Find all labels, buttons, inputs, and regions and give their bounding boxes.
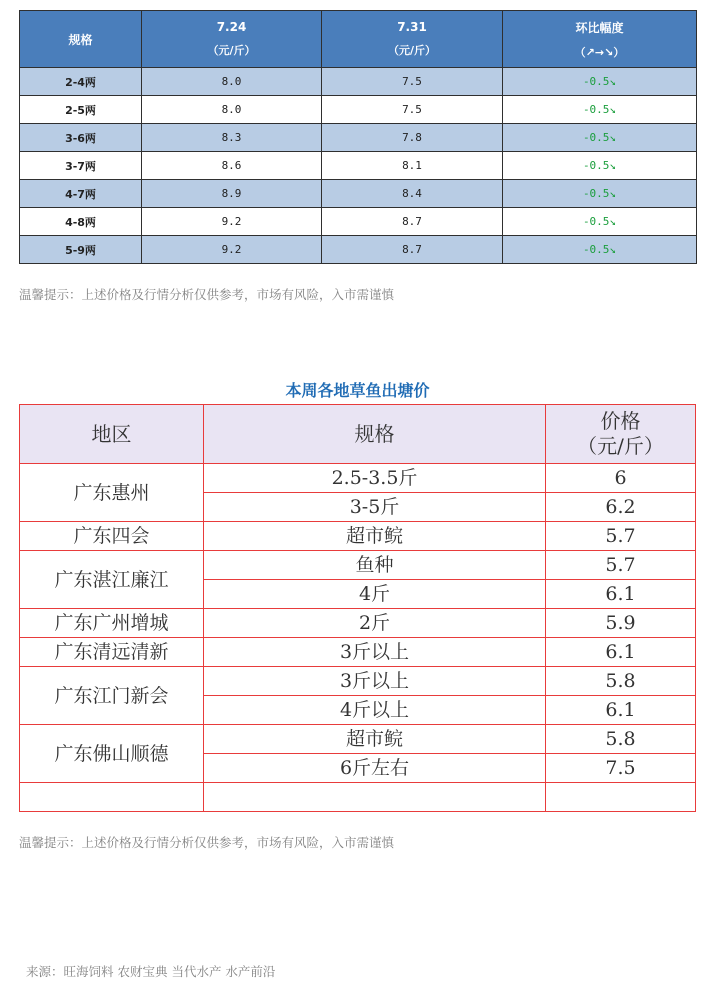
- spec-cell: 5-9两: [20, 236, 142, 264]
- price-cell: 8.7: [322, 208, 503, 236]
- table-row: [20, 638, 696, 667]
- price-cell: 8.0: [142, 68, 322, 96]
- price-cell: 9.2: [142, 208, 322, 236]
- price-cell: 7.5: [322, 68, 503, 96]
- price-cell: 5.8: [546, 667, 696, 696]
- region-price-table: [19, 404, 696, 812]
- price-cell: 8.1: [322, 152, 503, 180]
- table-row: [20, 96, 697, 124]
- header-date2: 7.31 （元/斤）: [322, 11, 503, 68]
- spec-cell: 2斤: [204, 609, 546, 638]
- region-cell: 广东佛山顺德: [20, 725, 204, 783]
- table-row: [20, 180, 697, 208]
- spec-cell: 4斤: [204, 580, 546, 609]
- table-header-row: [20, 405, 696, 464]
- change-cell: -0.5↘: [503, 68, 697, 96]
- table-row: [20, 609, 696, 638]
- spec-cell: 4斤以上: [204, 696, 546, 725]
- price-cell: 8.6: [142, 152, 322, 180]
- region-cell: 广东惠州: [20, 464, 204, 522]
- price-cell: 9.2: [142, 236, 322, 264]
- change-cell: -0.5↘: [503, 124, 697, 152]
- price-table-weekly: [19, 10, 697, 264]
- price-cell: 6: [546, 464, 696, 493]
- change-cell: -0.5↘: [503, 236, 697, 264]
- header-date1: 7.24 （元/斤）: [142, 11, 322, 68]
- table-row: [20, 208, 697, 236]
- spec-cell: 2.5-3.5斤: [204, 464, 546, 493]
- price-cell: 7.5: [322, 96, 503, 124]
- table-row: [20, 522, 696, 551]
- empty-cell: [20, 783, 204, 812]
- price-cell: 8.3: [142, 124, 322, 152]
- spec-cell: 2-4两: [20, 68, 142, 96]
- spec-cell: 3斤以上: [204, 638, 546, 667]
- empty-cell: [546, 783, 696, 812]
- table-title: 本周各地草鱼出塘价: [285, 381, 430, 400]
- region-cell: 广东湛江廉江: [20, 551, 204, 609]
- table-row: [20, 551, 696, 580]
- region-cell: 广东广州增城: [20, 609, 204, 638]
- spec-cell: 鱼种: [204, 551, 546, 580]
- table-row: [20, 236, 697, 264]
- change-cell: -0.5↘: [503, 208, 697, 236]
- header-change: 环比幅度 （↗→↘）: [503, 11, 697, 68]
- change-cell: -0.5↘: [503, 180, 697, 208]
- header-spec: 规格: [204, 405, 546, 464]
- spec-cell: 4-8两: [20, 208, 142, 236]
- spec-cell: 3斤以上: [204, 667, 546, 696]
- price-cell: 8.7: [322, 236, 503, 264]
- price-cell: 6.1: [546, 696, 696, 725]
- change-cell: -0.5↘: [503, 152, 697, 180]
- empty-row: [20, 783, 696, 812]
- change-cell: -0.5↘: [503, 96, 697, 124]
- spec-cell: 3-5斤: [204, 493, 546, 522]
- price-cell: 5.9: [546, 609, 696, 638]
- spec-cell: 2-5两: [20, 96, 142, 124]
- price-cell: 7.8: [322, 124, 503, 152]
- header-spec: 规格: [20, 11, 142, 68]
- table-row: [20, 68, 697, 96]
- price-cell: 6.1: [546, 580, 696, 609]
- price-cell: 5.7: [546, 522, 696, 551]
- region-cell: 广东江门新会: [20, 667, 204, 725]
- price-cell: 5.8: [546, 725, 696, 754]
- spec-cell: 6斤左右: [204, 754, 546, 783]
- price-cell: 6.2: [546, 493, 696, 522]
- empty-cell: [204, 783, 546, 812]
- table-row: [20, 152, 697, 180]
- header-region: 地区: [20, 405, 204, 464]
- price-cell: 8.0: [142, 96, 322, 124]
- header-price: 价格 （元/斤）: [546, 405, 696, 464]
- price-cell: 8.4: [322, 180, 503, 208]
- spec-cell: 超市鲩: [204, 522, 546, 551]
- region-cell: 广东四会: [20, 522, 204, 551]
- table-row: [20, 667, 696, 696]
- price-cell: 5.7: [546, 551, 696, 580]
- spec-cell: 4-7两: [20, 180, 142, 208]
- disclaimer-note: 温馨提示：上述价格及行情分析仅供参考，市场有风险，入市需谨慎: [19, 835, 395, 850]
- price-cell: 8.9: [142, 180, 322, 208]
- price-cell: 6.1: [546, 638, 696, 667]
- table-row: [20, 124, 697, 152]
- spec-cell: 3-6两: [20, 124, 142, 152]
- spec-cell: 3-7两: [20, 152, 142, 180]
- table-header-row: [20, 11, 697, 68]
- price-cell: 7.5: [546, 754, 696, 783]
- disclaimer-note: 温馨提示：上述价格及行情分析仅供参考，市场有风险，入市需谨慎: [19, 287, 395, 302]
- table-row: [20, 464, 696, 493]
- source-credit: 来源：旺海饲料 农财宝典 当代水产 水产前沿: [26, 964, 276, 979]
- table-row: [20, 725, 696, 754]
- spec-cell: 超市鲩: [204, 725, 546, 754]
- region-cell: 广东清远清新: [20, 638, 204, 667]
